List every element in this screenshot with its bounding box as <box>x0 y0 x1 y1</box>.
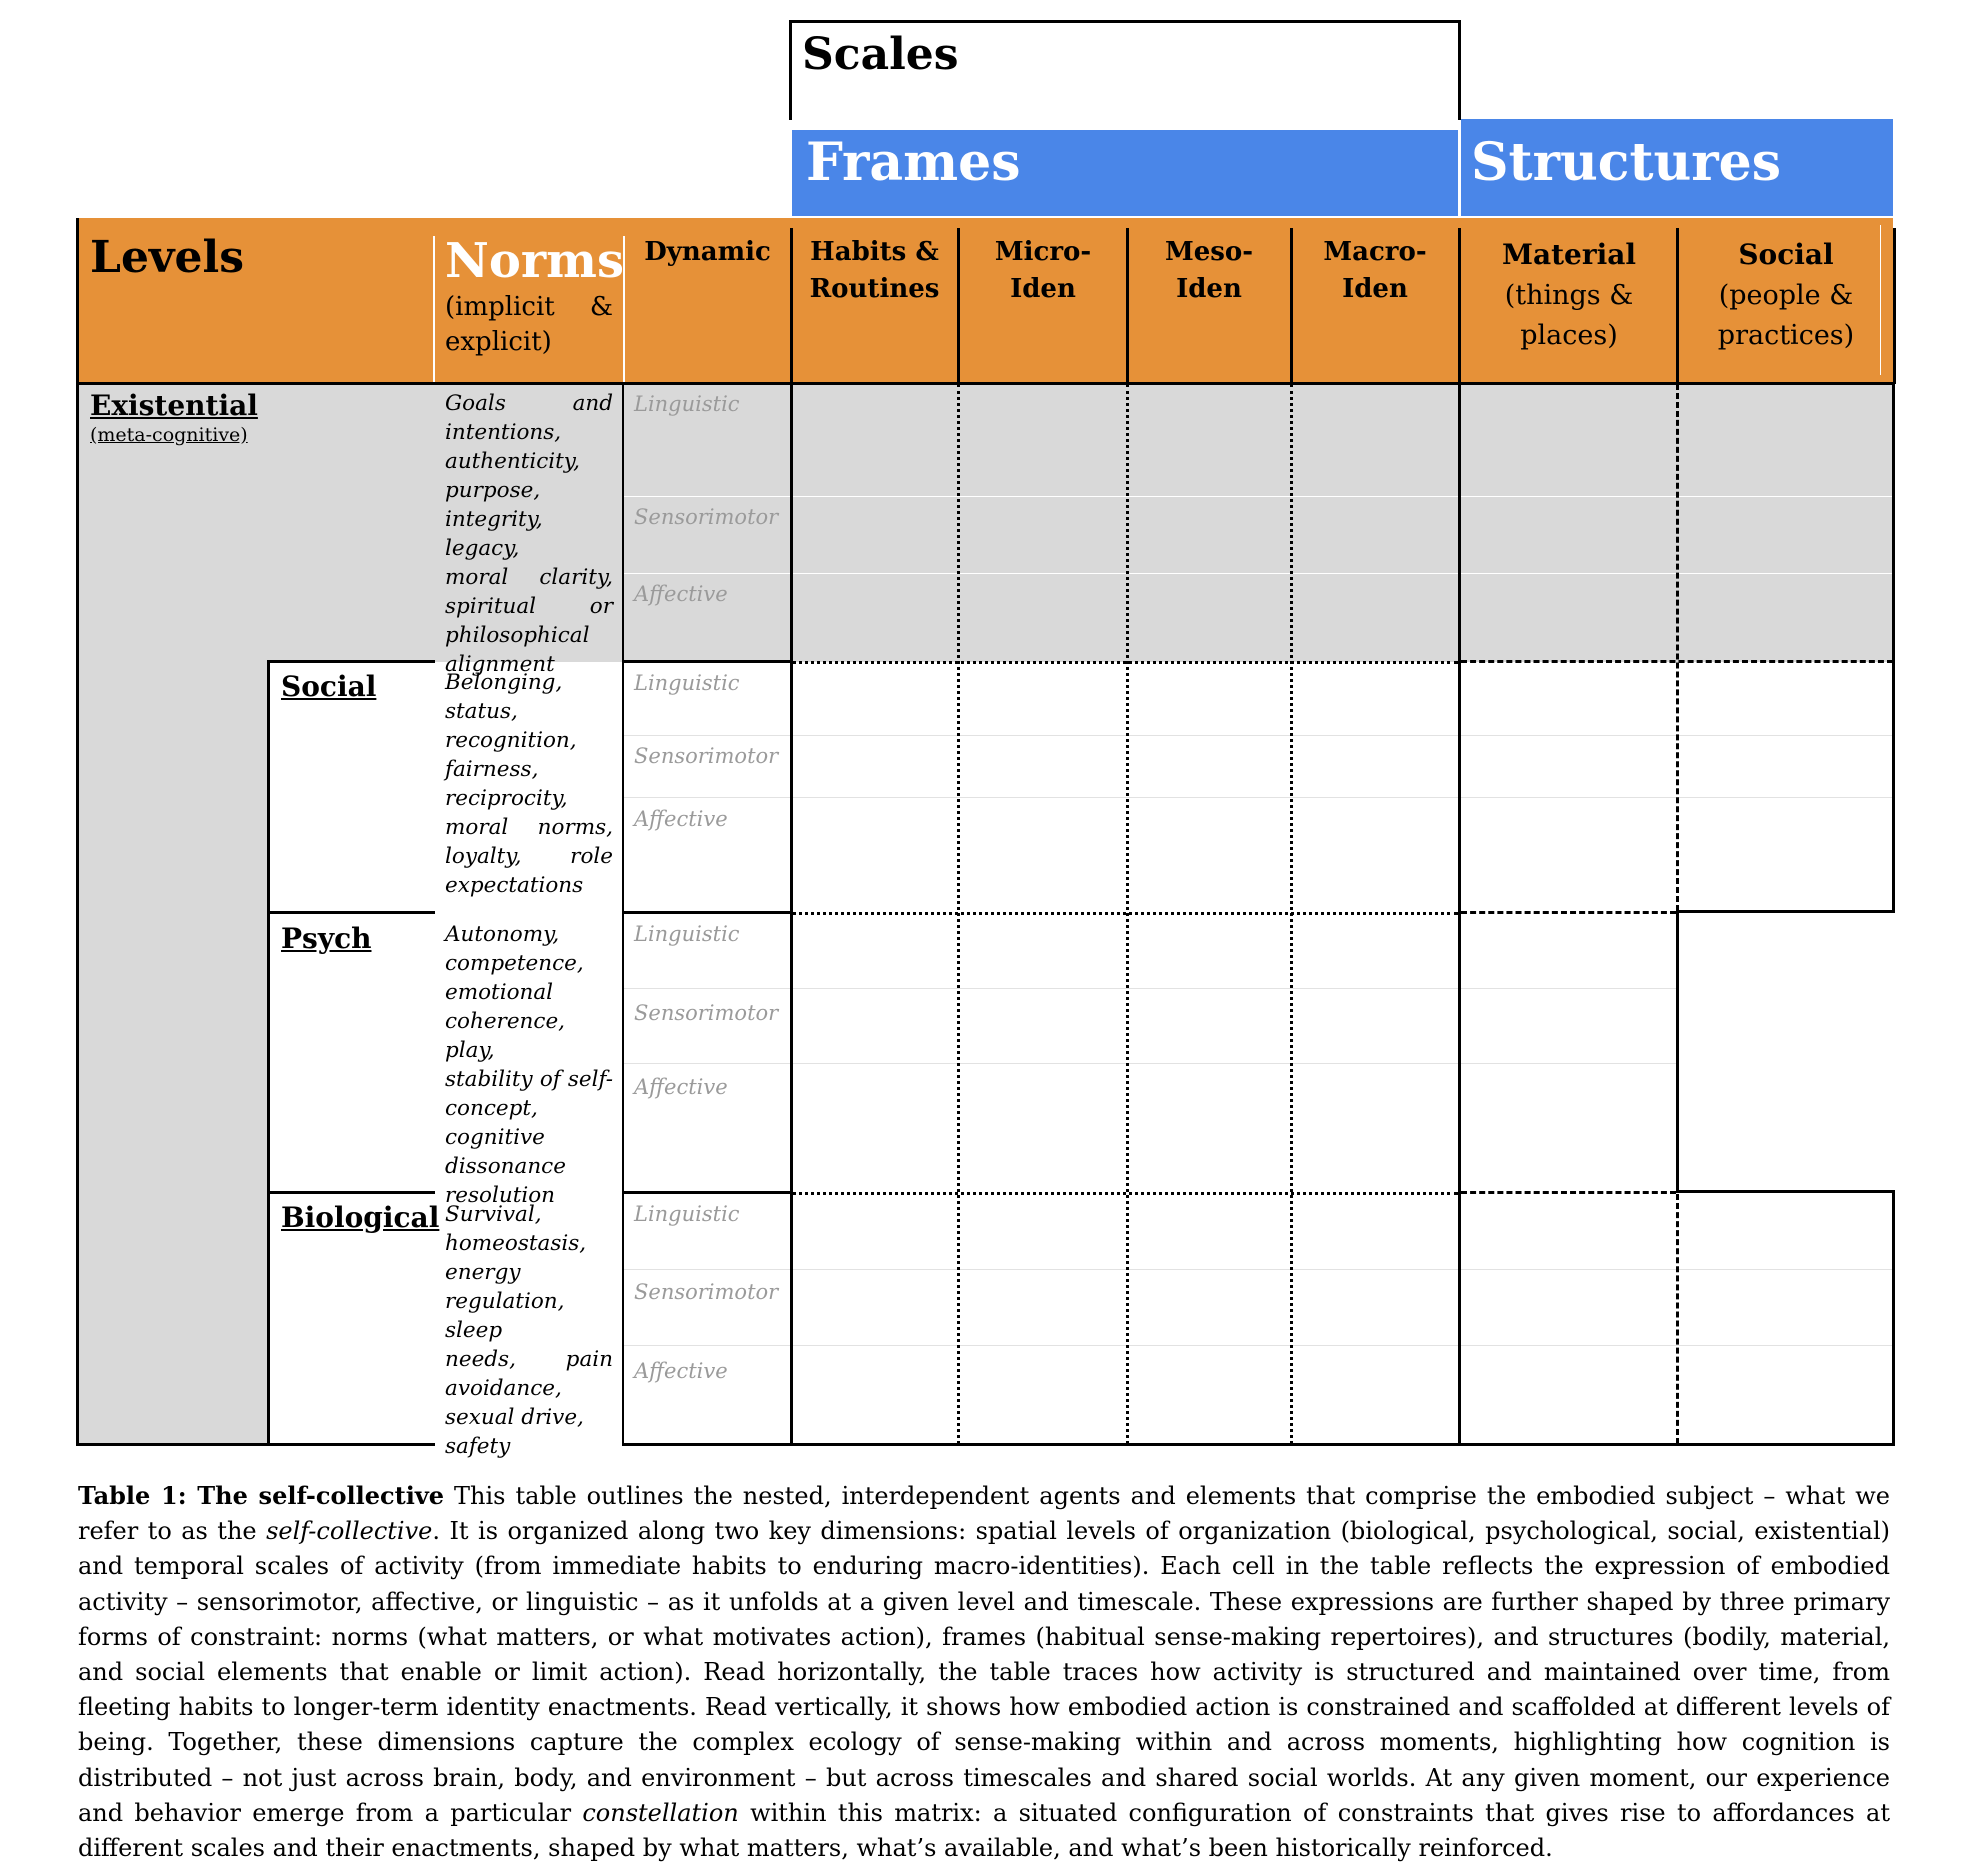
level-social: Social <box>281 670 377 703</box>
header-separator <box>623 236 625 382</box>
table-line <box>623 660 792 663</box>
table-line <box>622 384 624 1446</box>
meso-iden-header: Meso- Iden <box>1164 237 1254 304</box>
dynamic-sensorimotor: Sensorimotor <box>634 1280 779 1304</box>
header-separator <box>433 236 435 382</box>
header-separator <box>957 228 960 384</box>
norms-subtitle: (implicit & explicit) <box>445 292 613 357</box>
macro-iden-header: Macro- Iden <box>1323 237 1427 304</box>
frames-header <box>792 130 1458 216</box>
norms-psych: Autonomy, competence, emotional coherence, play, stability of self- concept, cognitive dissonance resolution <box>445 922 613 1208</box>
table-line <box>1676 1190 1895 1193</box>
norms-existential: Goals and intentions, authenticity, purpose, integrity, legacy, moral clarity, spiritual or philosophical alignment <box>445 391 613 677</box>
table-line <box>1458 384 1461 1446</box>
norms-header <box>445 232 624 360</box>
dynamic-sensorimotor: Sensorimotor <box>634 744 779 768</box>
table-line <box>792 912 1458 915</box>
scales-title: Scales <box>802 29 959 80</box>
header-separator <box>1880 225 1881 375</box>
table-line <box>267 911 435 914</box>
row-separator <box>623 1063 1678 1064</box>
dynamic-header: Dynamic <box>644 237 771 267</box>
dynamic-affective: Affective <box>634 807 728 831</box>
habits-routines-header: Habits & Routines <box>809 237 940 304</box>
table-line <box>1461 911 1676 914</box>
levels-header: Levels <box>90 232 244 283</box>
dynamic-affective: Affective <box>634 582 728 606</box>
row-separator <box>623 1269 1893 1270</box>
social-structures-header: Social (people & practices) <box>1717 238 1855 351</box>
micro-iden-header: Micro- Iden <box>994 237 1092 304</box>
row-separator <box>623 797 1893 798</box>
table-line <box>1676 384 1679 911</box>
norms-title: Norms <box>445 233 624 289</box>
dynamic-affective: Affective <box>634 1359 728 1383</box>
table-line <box>623 1191 792 1194</box>
header-separator <box>1126 228 1129 384</box>
table-line <box>792 661 1458 664</box>
table-line <box>1676 910 1895 913</box>
row-separator <box>623 573 1893 574</box>
header-separator <box>1458 228 1461 384</box>
scales-header-box <box>789 20 1461 120</box>
row-separator <box>623 988 1678 989</box>
table-line <box>1892 384 1895 913</box>
table-line <box>1126 384 1129 1444</box>
table-line <box>77 382 1895 385</box>
row-separator <box>623 735 1893 736</box>
table-line <box>1676 1194 1679 1444</box>
dynamic-linguistic: Linguistic <box>634 671 740 695</box>
level-existential: Existential (meta-cognitive) <box>90 389 258 446</box>
norms-social: Belonging, status, recognition, fairness, reciprocity, moral norms, loyalty, role expectations <box>445 670 613 898</box>
dynamic-linguistic: Linguistic <box>634 392 740 416</box>
row-separator <box>623 496 1893 497</box>
existential-column-fill <box>77 660 268 1444</box>
dynamic-linguistic: Linguistic <box>634 1202 740 1226</box>
table-line <box>267 660 435 663</box>
dynamic-sensorimotor: Sensorimotor <box>634 505 779 529</box>
material-header: Material (things & places) <box>1501 238 1637 351</box>
table-caption: Table 1: The self-collective This table outlines the nested, interdependent agents and elements that comprise the embodied subject – what we refer to as the self-collective. It is organized along two key dimensions: spatial levels of organization (biological, psychological, social, existential) and temporal scales of activity (from immediate habits to enduring macro-identities). Each cell in the table reflects the expression of embodied activity – sensorimotor, affective, or linguistic – as it unfolds at a given level and timescale. These expressions are further shaped by three primary forms of constraint: norms (what matters, or what motivates action), frames (habitual sense-making repertoires), and structures (bodily, material, and social elements that enable or limit action). Read horizontally, the table traces how activity is structured and maintained over time, from fleeting habits to longer-term identity enactments. Read vertically, it shows how embodied action is constrained and scaffolded at different levels of being. Together, these dimensions capture the complex ecology of sense-making within and across moments, highlighting how cognition is distributed – not just across brain, body, and environment – but across timescales and shared social worlds. At any given moment, our experience and behavior emerge from a particular constellation within this matrix: a situated configuration of constraints that gives rise to affordances at different scales and their enactments, shaped by what matters, what’s available, and what’s been historically reinforced. <box>78 1481 1891 1863</box>
table-line <box>76 218 79 1446</box>
header-separator <box>1893 228 1896 384</box>
table-line <box>790 384 793 1446</box>
table-line <box>267 660 270 1446</box>
frames-title: Frames <box>806 132 1021 193</box>
table-line <box>957 384 960 1444</box>
table-line <box>1892 1190 1895 1446</box>
table-line <box>623 911 792 914</box>
table-line <box>623 1443 1895 1446</box>
structures-title: Structures <box>1471 132 1782 193</box>
dynamic-linguistic: Linguistic <box>634 922 740 946</box>
header-separator <box>790 228 793 384</box>
table-line <box>1676 910 1679 1193</box>
level-existential-subtitle: (meta-cognitive) <box>90 424 248 446</box>
header-separator <box>1676 228 1679 384</box>
table-line <box>792 1192 1458 1195</box>
dynamic-sensorimotor: Sensorimotor <box>634 1001 779 1025</box>
row-separator <box>623 1345 1893 1346</box>
table-line <box>77 1443 435 1446</box>
header-separator <box>1290 228 1293 384</box>
dynamic-affective: Affective <box>634 1075 728 1099</box>
norms-biological: Survival, homeostasis, energy regulation, sleep needs, pain avoidance, sexual drive, safety <box>445 1202 613 1459</box>
table-line <box>1461 1191 1676 1194</box>
level-biological: Biological <box>281 1201 440 1234</box>
table-line <box>1290 384 1293 1444</box>
caption-title: Table 1: The self-collective <box>78 1481 445 1510</box>
level-psych: Psych <box>281 922 372 955</box>
existential-row-fill <box>77 384 1893 662</box>
table-line <box>267 1191 435 1194</box>
structures-header <box>1461 119 1893 216</box>
